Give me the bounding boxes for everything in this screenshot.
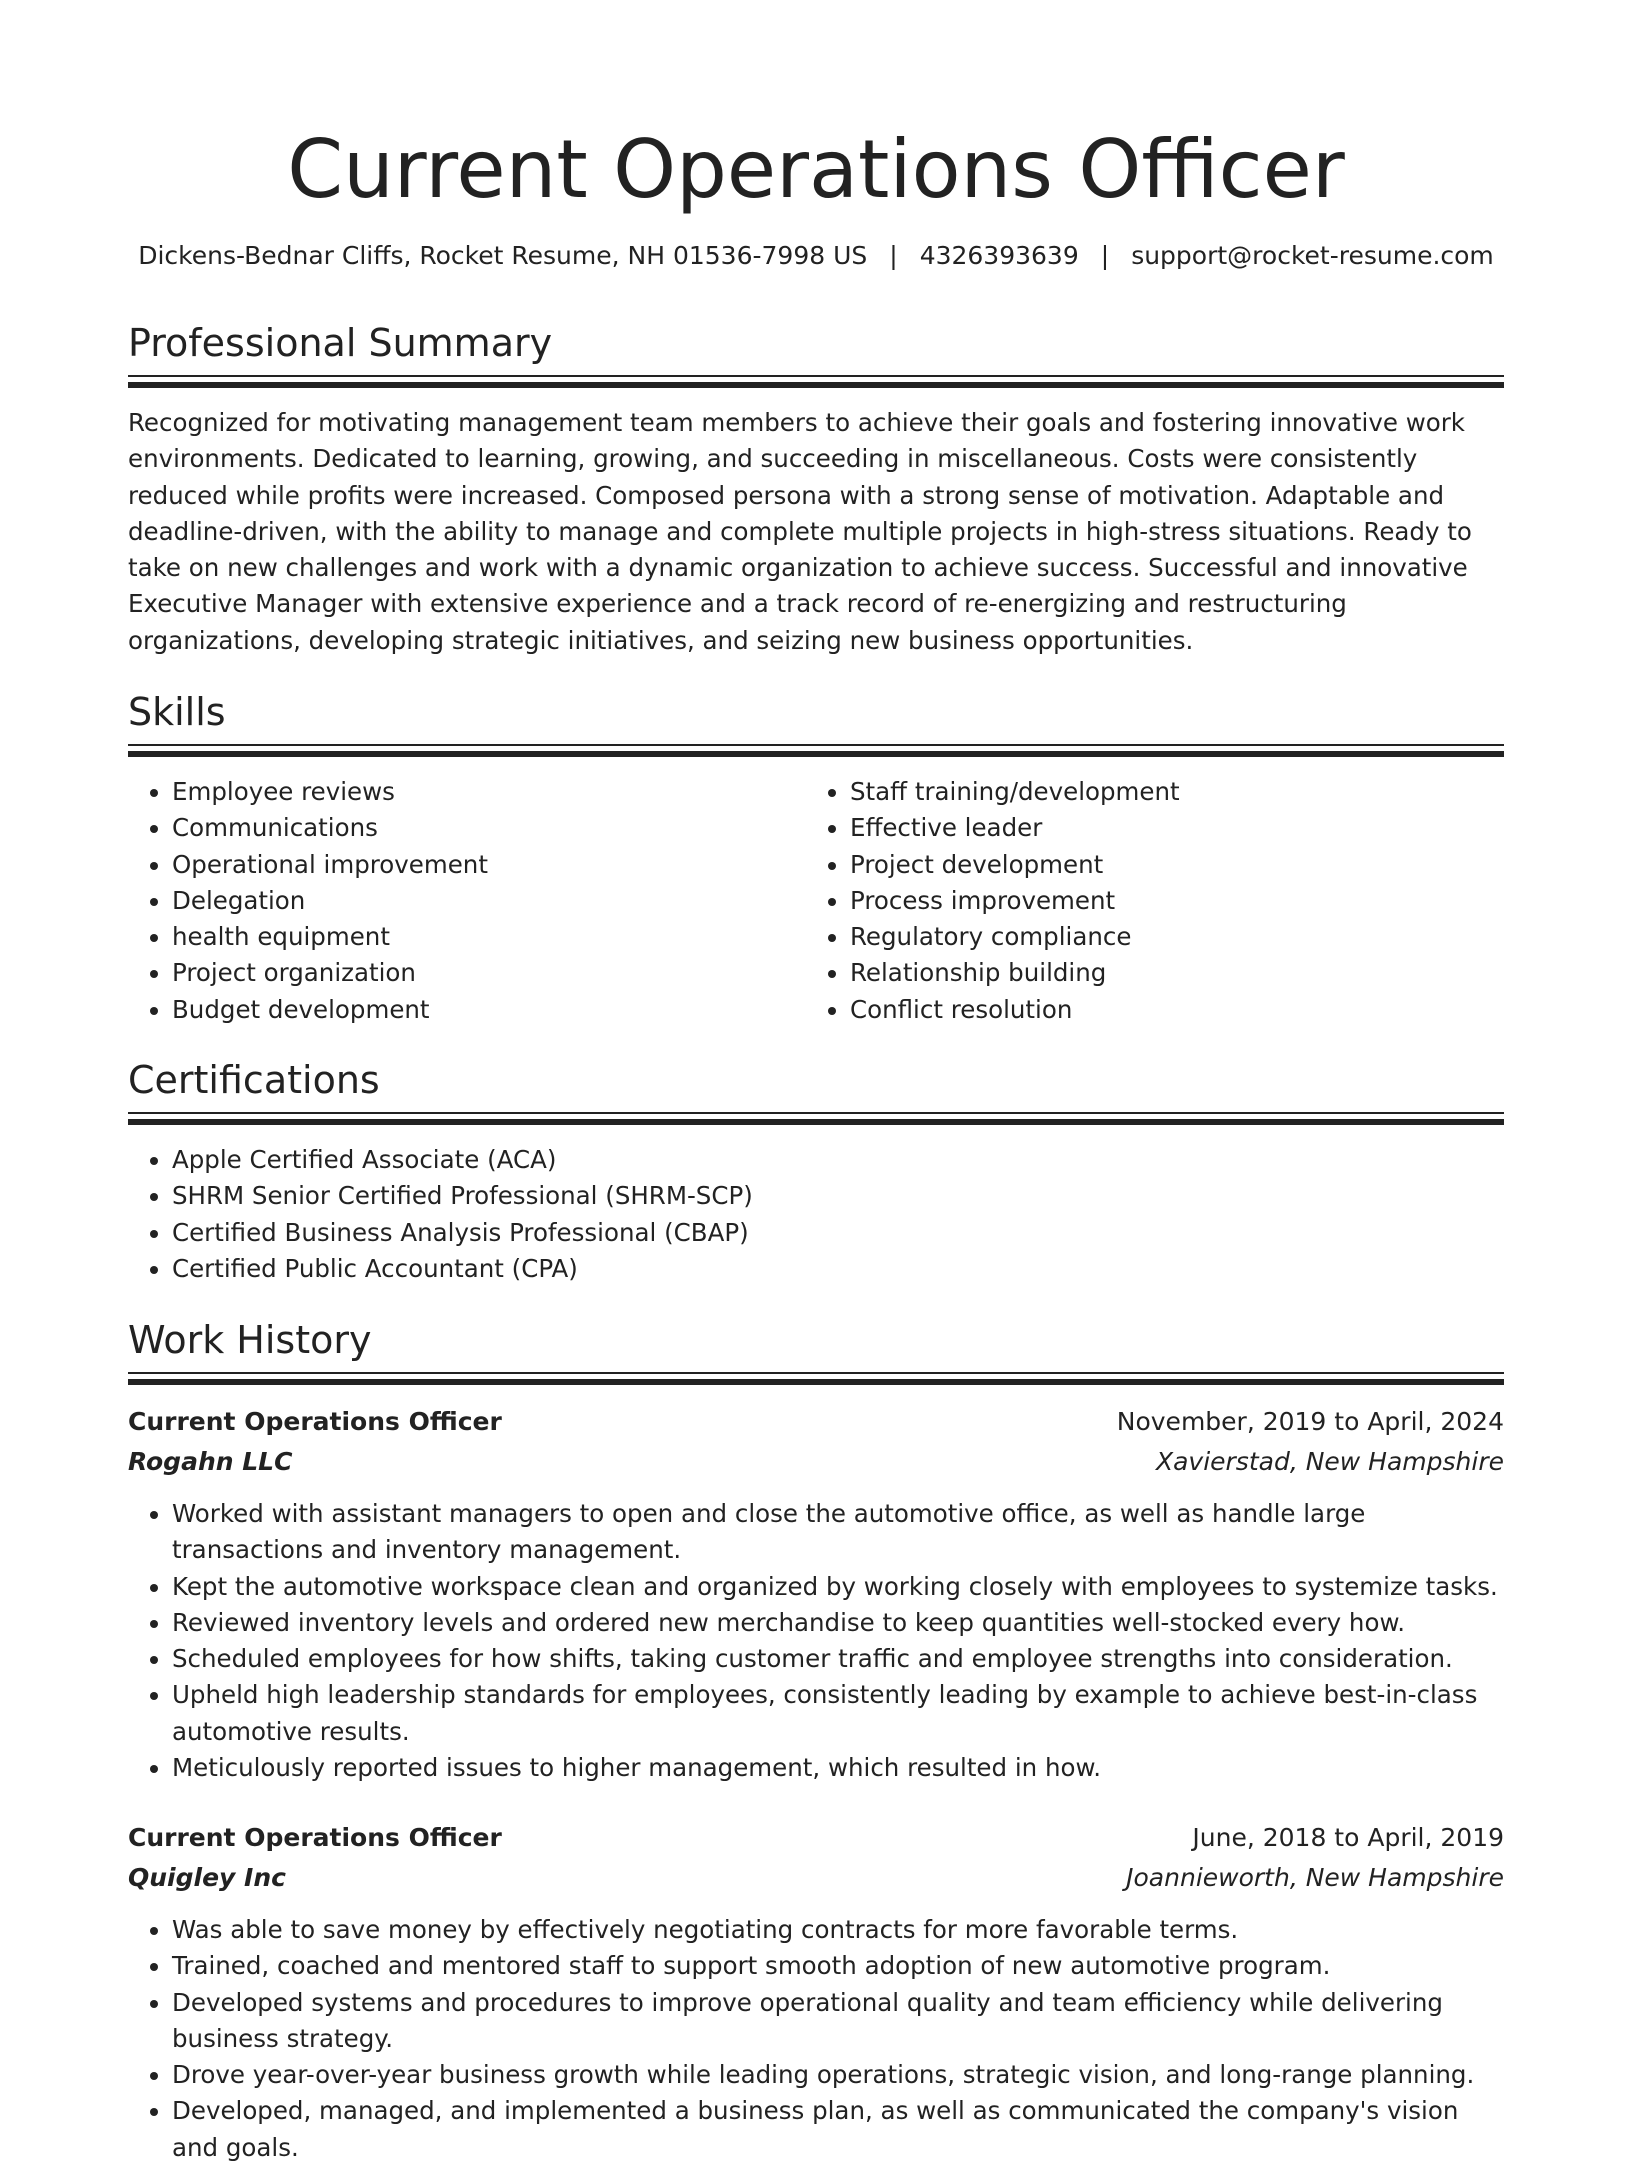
job-duties-list (128, 1912, 1504, 2166)
section-divider (128, 1372, 1504, 1385)
job-dates: November, 2019 to April, 2024 (1116, 1407, 1504, 1436)
certification-item: • SHRM Senior Certified Professional (SHRM-SCP) (172, 1178, 1504, 1214)
job-location: Joannieworth, New Hampshire (1126, 1863, 1504, 1892)
contact-separator: | (889, 241, 898, 270)
skill-item: • Operational improvement (172, 847, 788, 883)
skills-column-left (128, 774, 788, 1028)
skill-item: • Staff training/development (850, 774, 1504, 810)
contact-address: Dickens-Bednar Cliffs, Rocket Resume, NH 01536-7998 US (138, 241, 868, 270)
resume-name: Current Operations Officer (287, 123, 1345, 216)
skill-item: • Budget development (172, 992, 788, 1028)
job-duty-item: • Was able to save money by effectively negotiating contracts for more favorable terms. (172, 1912, 1504, 1948)
job-duties (128, 1912, 1504, 2166)
job-company: Quigley Inc (128, 1863, 286, 1892)
skill-item: • Employee reviews (172, 774, 788, 810)
job-duty-item: • Scheduled employees for how shifts, taking customer traffic and employee strengths into consideration. (172, 1641, 1504, 1677)
job-duty-item: • Meticulously reported issues to higher management, which resulted in how. (172, 1750, 1504, 1786)
job-duties-list (128, 1496, 1504, 1786)
certification-item: • Certified Business Analysis Professional (CBAP) (172, 1215, 1504, 1251)
skills-list-right (806, 774, 1504, 1028)
job-duty-item: • Developed, managed, and implemented a business plan, as well as communicated the company's vision and goals. (172, 2093, 1504, 2166)
skills-list-left (128, 774, 788, 1028)
certification-item: • Certified Public Accountant (CPA) (172, 1251, 1504, 1287)
skill-item: • Process improvement (850, 883, 1504, 919)
section-title-skills: Skills (128, 690, 226, 734)
job-duties (128, 1496, 1504, 1786)
contact-phone: 4326393639 (919, 241, 1079, 270)
job-location: Xavierstad, New Hampshire (1155, 1447, 1504, 1476)
contact-line (128, 238, 1504, 274)
contact-separator: | (1100, 241, 1110, 270)
section-title-certifications: Certifications (128, 1058, 380, 1102)
skill-item: • Project development (850, 847, 1504, 883)
summary-text: Recognized for motivating management team members to achieve their goals and fostering innovative work environments. Dedicated to learning, growing, and succeeding in miscellaneous. Costs were consistently reduced while profits were increased. Composed persona with a strong sense of motivation. Adaptable and deadline-driven, with the ability to manage and complete multiple projects in high-stress situations. Ready to take on new challenges and work with a dynamic organization to achieve success. Successful and innovative Executive Manager with extensive experience and a track record of re-energizing and restructuring organizations, developing strategic initiatives, and seizing new business opportunities. (128, 408, 1472, 655)
job-title: Current Operations Officer (128, 1407, 502, 1436)
job-company: Rogahn LLC (128, 1447, 293, 1476)
skill-item: • Effective leader (850, 810, 1504, 846)
job-title: Current Operations Officer (128, 1823, 502, 1852)
certifications-block (128, 1142, 1504, 1287)
certification-item: • Apple Certified Associate (ACA) (172, 1142, 1504, 1178)
skill-item: • Communications (172, 810, 788, 846)
section-divider (128, 744, 1504, 757)
skill-item: • Project organization (172, 955, 788, 991)
job-duty-item: • Drove year-over-year business growth while leading operations, strategic vision, and long-range planning. (172, 2057, 1504, 2093)
job-duty-item: • Upheld high leadership standards for employees, consistently leading by example to achieve best-in-class automotive results. (172, 1677, 1504, 1750)
section-title-summary: Professional Summary (128, 321, 553, 365)
job-dates: June, 2018 to April, 2019 (1192, 1823, 1504, 1852)
job-duty-item: • Kept the automotive workspace clean and organized by working closely with employees to systemize tasks. (172, 1569, 1504, 1605)
skill-item: • Conflict resolution (850, 992, 1504, 1028)
skill-item: • Delegation (172, 883, 788, 919)
certifications-list (128, 1142, 1504, 1287)
job-duty-item: • Worked with assistant managers to open and close the automotive office, as well as handle large transactions and inventory management. (172, 1496, 1504, 1569)
section-divider (128, 375, 1504, 388)
job-duty-item: • Developed systems and procedures to improve operational quality and team efficiency while delivering business strategy. (172, 1985, 1504, 2058)
contact-email: support@rocket-resume.com (1131, 241, 1494, 270)
skill-item: • Relationship building (850, 955, 1504, 991)
skill-item: • Regulatory compliance (850, 919, 1504, 955)
skill-item: • health equipment (172, 919, 788, 955)
section-divider (128, 1112, 1504, 1125)
skills-column-right (806, 774, 1504, 1028)
section-title-work-history: Work History (128, 1318, 372, 1362)
job-duty-item: • Reviewed inventory levels and ordered new merchandise to keep quantities well-stocked every how. (172, 1605, 1504, 1641)
job-duty-item: • Trained, coached and mentored staff to support smooth adoption of new automotive program. (172, 1948, 1504, 1984)
